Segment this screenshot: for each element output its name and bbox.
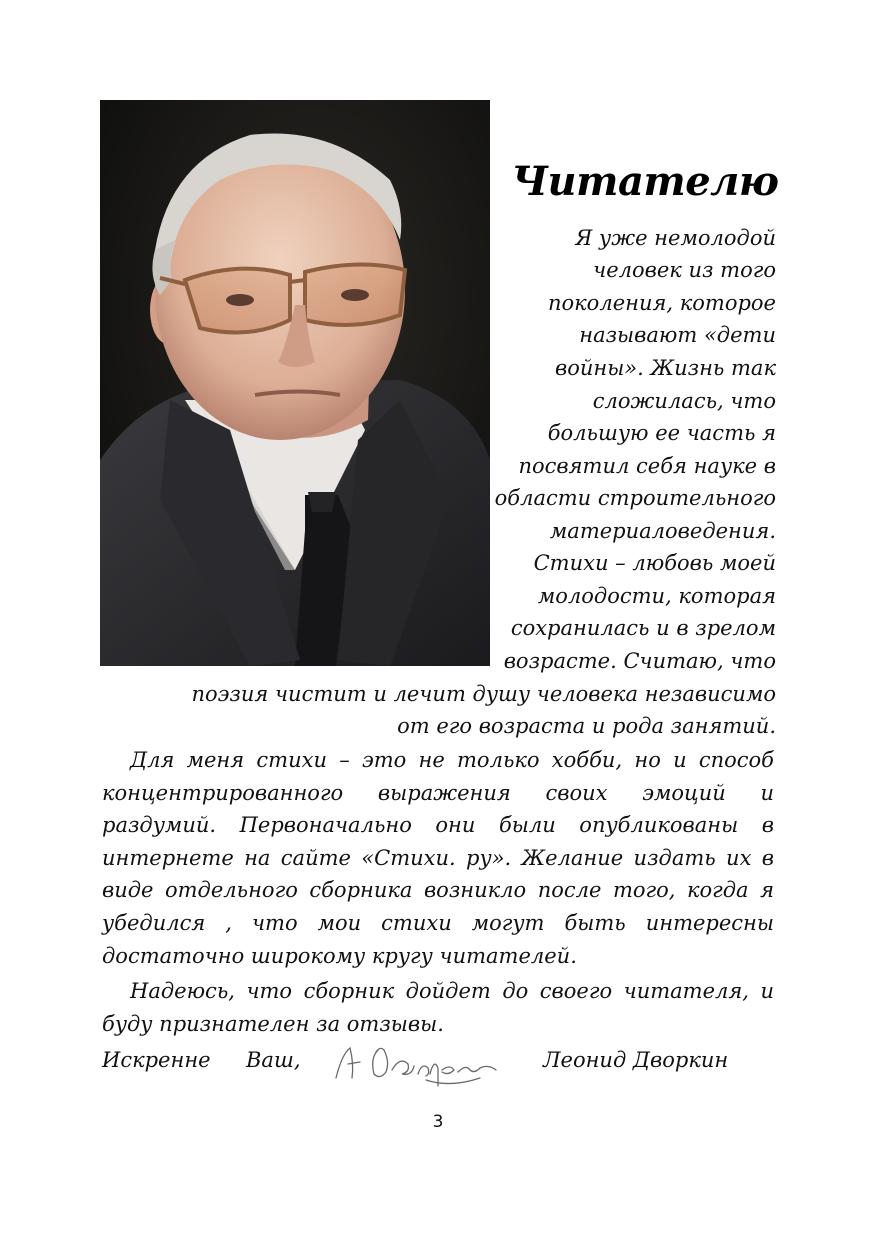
intro-line: материаловедения. [549,519,776,543]
body-paragraph: Надеюсь, что сборник дойдет до своего читателя, и буду признателен за отзывы. [102,979,774,1036]
handwritten-signature [330,1034,510,1094]
intro-line: большую ее часть я [547,421,776,445]
intro-line: войны». Жизнь так [554,356,776,380]
author-portrait [100,100,490,666]
intro-line: сложилась, что [592,389,776,413]
intro-line: поэзия чистит и лечит душу человека независимо [191,682,776,706]
intro-line: называют «дети [579,323,776,347]
intro-line: области строительного [494,486,776,510]
intro-line: молодости, которая [537,584,776,608]
portrait-illustration [100,100,490,666]
body-paragraph: Для меня стихи – это не только хобби, но и способ концентрированного выражения своих эмоций и раздумий. Первоначально они были опубликованы в интернете на сайте «Стихи. ру». Желание издать их в виде отдельного сборника возникло после того, когда я убедился , что мои стихи могут быть интересны достаточно широкому кругу читателей. [102,748,774,968]
intro-line: поколения, которое [547,291,776,315]
intro-line: сохранилась и в зрелом [510,616,776,640]
intro-line: Я уже немолодой [575,226,776,250]
author-name: Леонид Дворкин [543,1048,729,1072]
page-number: 3 [432,1112,444,1132]
intro-line: человек из того [593,258,776,282]
intro-line: Стихи – любовь моей [533,551,776,575]
closing-yours: Ваш, [246,1048,301,1072]
page-title: Читателю [511,158,779,205]
intro-line: от его возраста и рода занятий. [397,714,776,738]
intro-line: посвятил себя науке в [518,454,776,478]
closing-sincerely: Искренне [102,1048,211,1072]
intro-line: возрасте. Считаю, что [503,649,776,673]
